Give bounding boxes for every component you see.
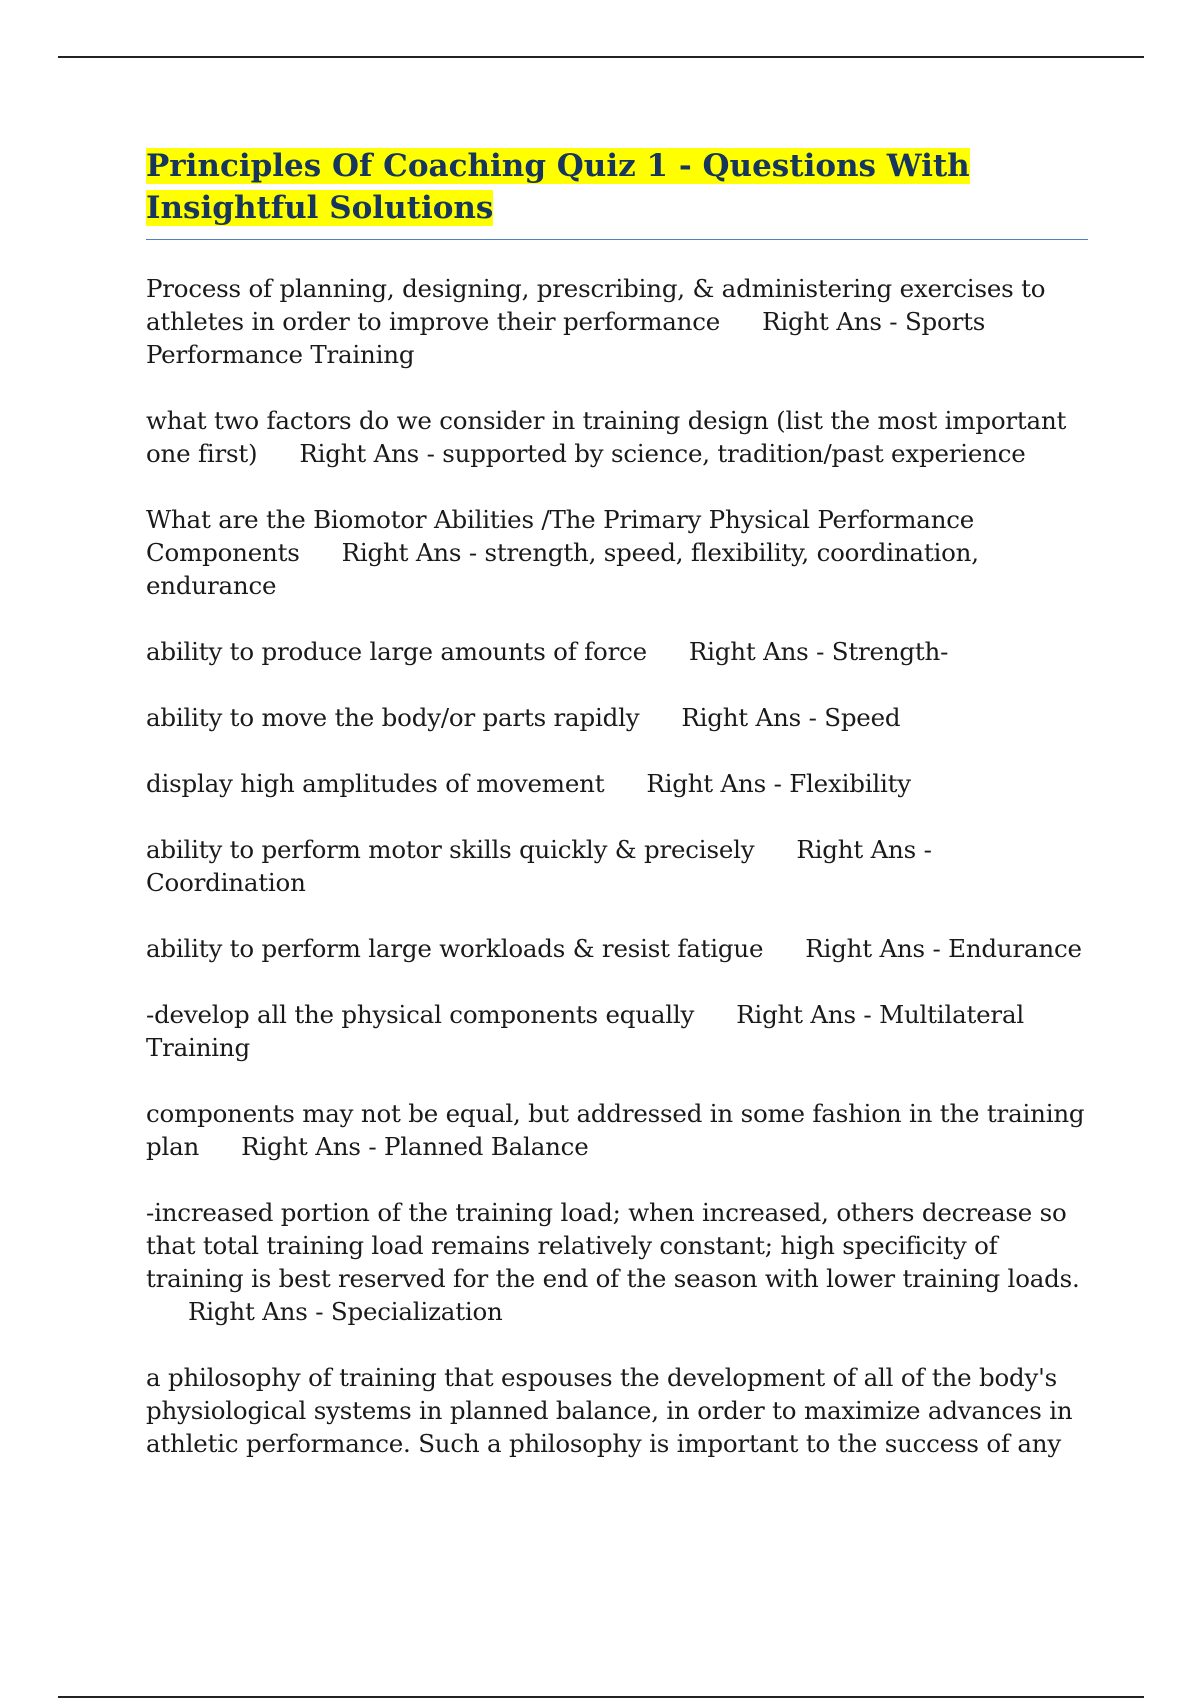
- question-text: a philosophy of training that espouses the development of all of the body's physiological systems in planned balance, in order to maximize advances in athletic performance. Such a philosophy is important to the success of any: [146, 1363, 1073, 1458]
- question-text: display high amplitudes of movement: [146, 769, 605, 798]
- qa-item: [146, 1196, 1086, 1328]
- answer-text: Right Ans - Flexibility: [646, 769, 911, 798]
- document-body: [146, 145, 1086, 1493]
- answer-text: Right Ans - strength, speed, flexibility, coordination, endurance: [146, 538, 979, 600]
- answer-text: Right Ans - supported by science, tradition/past experience: [299, 439, 1026, 468]
- qa-item: [146, 767, 1086, 800]
- question-text: What are the Biomotor Abilities /The Primary Physical Performance Components: [146, 505, 975, 567]
- qa-item: [146, 272, 1086, 371]
- question-text: components may not be equal, but addressed in some fashion in the training plan: [146, 1099, 1085, 1161]
- question-text: ability to perform motor skills quickly & precisely: [146, 835, 755, 864]
- answer-text: Right Ans - Strength-: [688, 637, 949, 666]
- qa-list: [146, 272, 1086, 1460]
- document-title: [146, 145, 1086, 229]
- title-highlight: Principles Of Coaching Quiz 1 - Questions With Insightful Solutions: [146, 148, 970, 226]
- qa-item: [146, 833, 1086, 899]
- question-text: ability to perform large workloads & resist fatigue: [146, 934, 764, 963]
- answer-text: Right Ans - Specialization: [188, 1297, 503, 1326]
- question-text: Process of planning, designing, prescribing, & administering exercises to athletes in order to improve their performance: [146, 274, 1046, 336]
- qa-item: [146, 1361, 1086, 1460]
- question-text: -increased portion of the training load; when increased, others decrease so that total training load remains relatively constant; high specificity of training is best reserved for the end of the season with lower training loads.: [146, 1198, 1080, 1293]
- qa-item: [146, 932, 1086, 965]
- answer-text: Right Ans - Planned Balance: [241, 1132, 589, 1161]
- question-text: ability to produce large amounts of force: [146, 637, 647, 666]
- qa-item: [146, 998, 1086, 1064]
- page-top-rule: [58, 56, 1144, 58]
- answer-text: Right Ans - Sports Performance Training: [146, 307, 986, 369]
- qa-item: [146, 503, 1086, 602]
- answer-text: Right Ans - Coordination: [146, 835, 932, 897]
- question-text: what two factors do we consider in training design (list the most important one first): [146, 406, 1067, 468]
- question-text: -develop all the physical components equally: [146, 1000, 695, 1029]
- answer-text: Right Ans - Multilateral Training: [146, 1000, 1024, 1062]
- answer-text: Right Ans - Speed: [681, 703, 901, 732]
- qa-item: [146, 404, 1086, 470]
- question-text: ability to move the body/or parts rapidly: [146, 703, 640, 732]
- answer-text: Right Ans - Endurance: [805, 934, 1082, 963]
- qa-item: [146, 701, 1086, 734]
- qa-item: [146, 635, 1086, 668]
- page-bottom-rule: [58, 1696, 1144, 1698]
- qa-item: [146, 1097, 1086, 1163]
- title-underline: [146, 239, 1088, 240]
